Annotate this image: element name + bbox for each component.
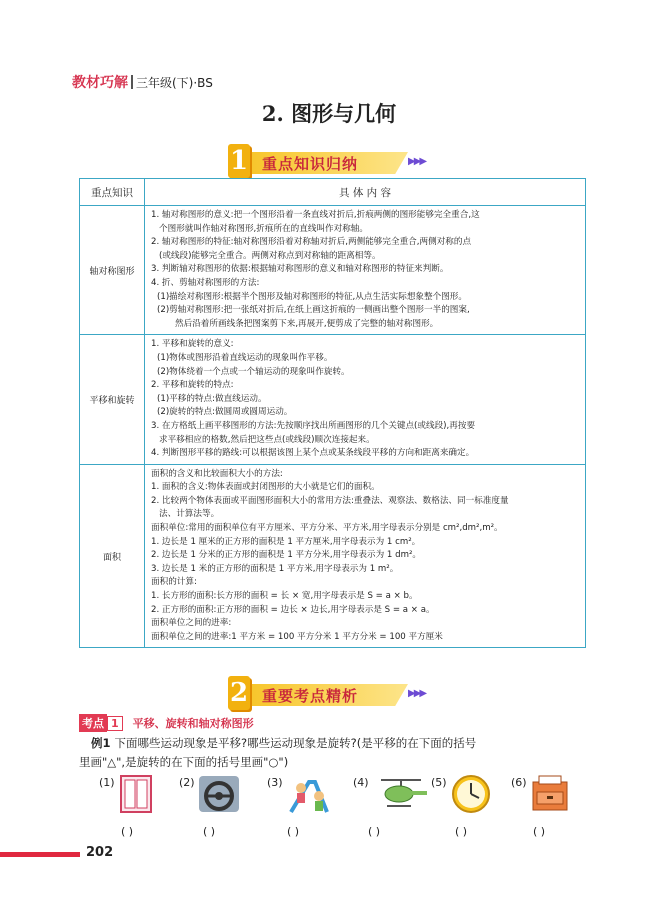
drawer-icon: [531, 774, 571, 814]
header-divider: [131, 75, 133, 89]
row-key: 平移和旋转: [80, 335, 145, 464]
clock-icon: [451, 774, 491, 814]
content-line: 求平移相应的格数,然后把这些点(或线段)顺次连接起来。: [159, 434, 375, 445]
example-line-1: 下面哪些运动现象是平移?哪些运动现象是旋转?(是平移的在下面的括号: [114, 736, 477, 750]
content-line: 2. 轴对称图形的特征:轴对称图形沿着对称轴对折后,两侧能够完全重合,两侧对称的点: [151, 237, 472, 248]
book-brand: 教材巧解: [72, 75, 128, 91]
content-line: 面积单位之间的进率:1 平方米 = 100 平方分米 1 平方分米 = 100 平方厘米: [151, 631, 443, 642]
answer-blank[interactable]: ( ): [533, 825, 546, 838]
row-content: [145, 206, 586, 335]
picture-options: [79, 774, 589, 822]
children-slide-icon: [287, 774, 331, 816]
content-line: (2)剪轴对称图形:把一张纸对折后,在纸上画这折痕的一侧画出整个图形一半的图案,: [157, 305, 470, 316]
section-banner-2: [228, 680, 428, 708]
triple-arrow-icon: ▶▶▶: [408, 688, 426, 699]
content-line: (1)物体或图形沿着直线运动的现象叫作平移。: [157, 352, 333, 363]
content-line: (1)平移的特点:做直线运动。: [157, 393, 267, 404]
banner-number: 2: [229, 678, 249, 708]
content-line: 4. 折、剪轴对称图形的方法:: [151, 277, 260, 288]
picture-label: (1): [99, 776, 115, 789]
sliding-window-icon: [119, 774, 153, 814]
steering-wheel-icon: [199, 774, 239, 814]
picture-label: (3): [267, 776, 283, 789]
page-footer-bar: [0, 852, 80, 857]
table-row: [80, 335, 586, 464]
content-line: 2. 平移和旋转的特点:: [151, 380, 234, 391]
exam-point-title: 平移、旋转和轴对称图形: [132, 717, 254, 730]
row-content: [145, 464, 586, 648]
example-question: [79, 734, 589, 772]
knowledge-table: [79, 178, 586, 648]
book-subtitle: 三年级(下)·BS: [136, 75, 213, 90]
content-line: 1. 平移和旋转的意义:: [151, 339, 234, 350]
content-line: 2. 正方形的面积:正方形的面积 = 边长 × 边长,用字母表示是 S = a × a。: [151, 604, 435, 615]
answer-blank[interactable]: ( ): [203, 825, 216, 838]
picture-option: [431, 774, 491, 814]
example-line-2: 里画"△",是旋转的在下面的括号里画"○"): [79, 755, 289, 769]
page-number: 202: [86, 845, 114, 860]
content-line: 3. 判断轴对称图形的依据:根据轴对称图形的意义和轴对称图形的特征来判断。: [151, 264, 449, 275]
answer-blank[interactable]: ( ): [368, 825, 381, 838]
picture-label: (6): [511, 776, 527, 789]
answer-blank[interactable]: ( ): [121, 825, 134, 838]
example-label: 例1: [91, 736, 111, 750]
exam-point-number: 1: [107, 716, 123, 731]
content-line: 面积单位:常用的面积单位有平方厘米、平方分米、平方米,用字母表示分别是 cm²,dm²,m²。: [151, 523, 503, 534]
table-header-key: 重点知识: [80, 179, 145, 206]
row-key: 面积: [80, 464, 145, 648]
content-line: 2. 比较两个物体表面或平面图形面积大小的常用方法:重叠法、观察法、数格法、同一标准度量: [151, 495, 509, 506]
content-line: 2. 边长是 1 分米的正方形的面积是 1 平方分米,用字母表示为 1 dm²。: [151, 550, 421, 561]
picture-option: [353, 774, 429, 810]
picture-option: [179, 774, 239, 814]
table-row: [80, 206, 586, 335]
chapter-title: 2. 图形与几何: [261, 101, 397, 126]
content-line: (2)旋转的特点:做圆周或圆周运动。: [157, 407, 293, 418]
picture-label: (4): [353, 776, 369, 789]
content-line: 3. 边长是 1 米的正方形的面积是 1 平方米,用字母表示为 1 m²。: [151, 563, 399, 574]
banner-title: 重要考点精析: [262, 687, 359, 705]
content-line: 1. 轴对称图形的意义:把一个图形沿着一条直线对折后,折痕两侧的图形能够完全重合,这: [151, 210, 480, 220]
exam-point-tag: 考点: [79, 714, 107, 732]
page-header: [72, 72, 213, 92]
content-line: (或线段)能够完全重合。两侧对称点到对称轴的距离相等。: [159, 250, 381, 261]
content-line: 3. 在方格纸上画平移图形的方法:先按顺序找出所画图形的几个关键点(或线段),再按要: [151, 420, 476, 431]
table-header-content: 具 体 内 容: [145, 179, 586, 206]
exam-point-header: [79, 714, 254, 732]
content-line: 1. 边长是 1 厘米的正方形的面积是 1 平方厘米,用字母表示为 1 cm²。: [151, 536, 421, 547]
answer-blank[interactable]: ( ): [287, 825, 300, 838]
answer-blank[interactable]: ( ): [455, 825, 468, 838]
triple-arrow-icon: ▶▶▶: [408, 156, 426, 167]
content-line: 面积的计算:: [151, 577, 197, 588]
row-content: [145, 335, 586, 464]
table-row: [80, 464, 586, 648]
picture-label: (2): [179, 776, 195, 789]
banner-number: 1: [229, 146, 249, 176]
content-line: 然后沿着所画线条把图案剪下来,再展开,便剪成了完整的轴对称图形。: [175, 318, 439, 329]
helicopter-icon: [373, 774, 429, 810]
content-line: 1. 面积的含义:物体表面或封闭图形的大小就是它们的面积。: [151, 482, 380, 493]
section-banner-1: [228, 148, 428, 176]
row-key: 轴对称图形: [80, 206, 145, 335]
content-line: 法、计算法等。: [159, 509, 220, 520]
picture-label: (5): [431, 776, 447, 789]
content-line: (2)物体绕着一个点或一个轴运动的现象叫作旋转。: [157, 366, 350, 377]
banner-title: 重点知识归纳: [262, 155, 359, 173]
content-line: 面积单位之间的进率:: [151, 618, 232, 629]
content-line: 1. 长方形的面积:长方形的面积 = 长 × 宽,用字母表示是 S = a × b。: [151, 591, 418, 602]
picture-option: [267, 774, 331, 816]
content-line: 4. 判断图形平移的路线:可以根据该图上某个点或某条线段平移的方向和距离来确定。: [151, 448, 475, 459]
content-line: (1)描绘对称图形:根据半个图形及轴对称图形的特征,从点生活实际想象整个图形。: [157, 291, 467, 302]
picture-option: [99, 774, 153, 814]
picture-option: [511, 774, 571, 814]
content-line: 面积的含义和比较面积大小的方法:: [151, 468, 283, 479]
content-line: 个图形就叫作轴对称图形,折痕所在的直线叫作对称轴。: [159, 223, 368, 234]
